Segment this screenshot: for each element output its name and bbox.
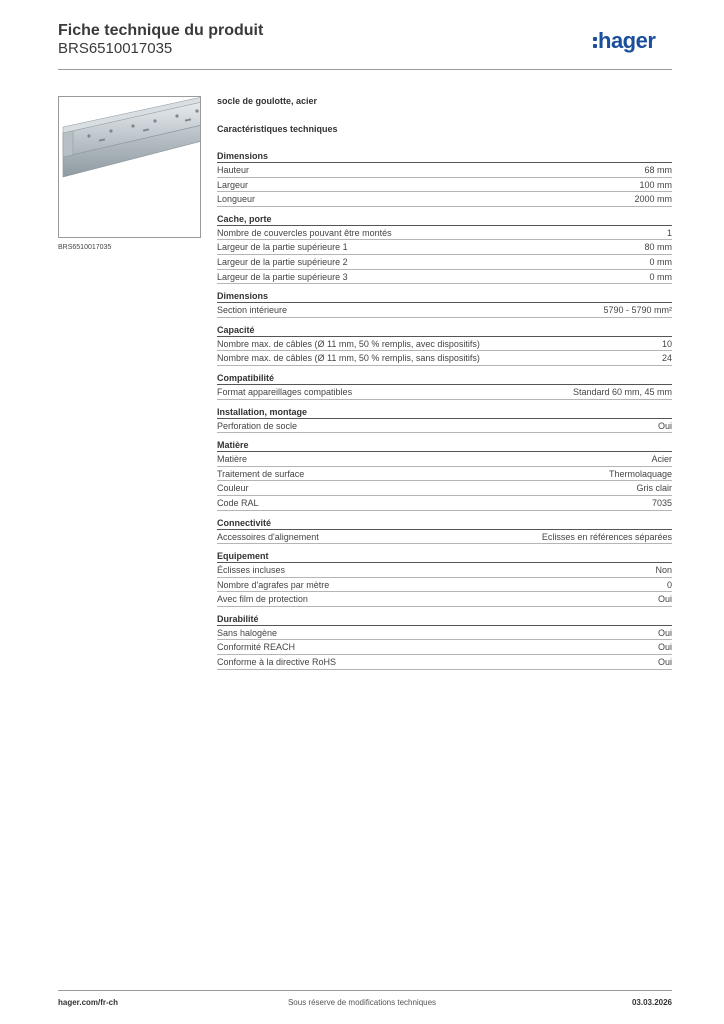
spec-section (217, 517, 672, 545)
page-title: Fiche technique du produit (58, 22, 264, 39)
spec-row (217, 303, 672, 318)
spec-label: Largeur (217, 179, 249, 190)
section-title: Equipement (217, 550, 672, 563)
spec-sections (217, 150, 672, 670)
spec-value: 0 mm (649, 271, 672, 282)
spec-row (217, 563, 672, 578)
spec-value: 7035 (651, 497, 672, 508)
spec-section (217, 406, 672, 434)
spec-row (217, 226, 672, 241)
spec-value: Gris clair (636, 483, 672, 494)
spec-label: Nombre de couvercles pouvant être montés (217, 227, 392, 238)
spec-section (217, 372, 672, 400)
spec-value: Standard 60 mm, 45 mm (572, 386, 672, 397)
spec-section (217, 324, 672, 366)
spec-label: Largeur de la partie supérieure 2 (217, 256, 348, 267)
spec-row (217, 240, 672, 255)
spec-row (217, 419, 672, 434)
spec-label: Perforation de socle (217, 420, 298, 431)
footer-date: 03.03.2026 (631, 998, 672, 1007)
spec-label: Nombre max. de câbles (Ø 11 mm, 50 % remplis, sans dispositifs) (217, 353, 480, 364)
image-caption: BRS6510017035 (58, 244, 112, 251)
spec-value: Oui (657, 594, 672, 605)
spec-row (217, 578, 672, 593)
spec-section (217, 290, 672, 318)
spec-row (217, 626, 672, 641)
spec-label: Conforme à la directive RoHS (217, 657, 337, 668)
spec-row (217, 592, 672, 607)
footer-divider (58, 990, 672, 991)
logo-text: hager (598, 28, 656, 53)
hager-logo (593, 28, 655, 54)
product-image (58, 96, 201, 238)
spec-value: 5790 - 5790 mm² (603, 305, 672, 316)
product-reference: BRS6510017035 (58, 40, 173, 57)
spec-value: 10 (661, 338, 672, 349)
spec-label: Matière (217, 454, 248, 465)
spec-label: Code RAL (217, 497, 259, 508)
section-title: Matière (217, 439, 672, 452)
spec-content (217, 96, 672, 670)
spec-value: 24 (661, 353, 672, 364)
spec-value: Acier (651, 454, 672, 465)
spec-value: Eclisses en références séparées (541, 531, 672, 542)
spec-row (217, 192, 672, 207)
spec-label: Couleur (217, 483, 249, 494)
spec-label: Nombre max. de câbles (Ø 11 mm, 50 % remplis, avec dispositifs) (217, 338, 480, 349)
cable-trunking-illustration (59, 97, 201, 238)
spec-section (217, 550, 672, 607)
spec-label: Sans halogène (217, 627, 278, 638)
spec-section (217, 213, 672, 284)
spec-value: Oui (657, 657, 672, 668)
section-title: Compatibilité (217, 372, 672, 385)
spec-row (217, 270, 672, 285)
spec-value: Thermolaquage (608, 468, 672, 479)
footer-disclaimer: Sous réserve de modifications techniques (287, 998, 437, 1007)
spec-value: 68 mm (644, 165, 672, 175)
spec-row (217, 163, 672, 178)
spec-value: 80 mm (644, 242, 672, 253)
section-title: Cache, porte (217, 213, 672, 226)
spec-label: Largeur de la partie supérieure 1 (217, 242, 348, 253)
spec-label: Éclisses incluses (217, 565, 286, 576)
spec-label: Traitement de surface (217, 468, 305, 479)
spec-row (217, 255, 672, 270)
spec-value: 1 (666, 227, 672, 238)
section-title: Capacité (217, 324, 672, 337)
logo-dots-icon (593, 34, 597, 51)
specs-heading: Caractéristiques techniques (217, 124, 338, 134)
header-divider (58, 69, 672, 70)
spec-row (217, 178, 672, 193)
spec-row (217, 337, 672, 352)
spec-value: Oui (657, 642, 672, 653)
spec-value: Non (655, 565, 672, 576)
spec-value: Oui (657, 420, 672, 431)
section-title: Installation, montage (217, 406, 672, 419)
section-title: Dimensions (217, 150, 672, 163)
footer-website[interactable]: hager.com/fr-ch (58, 998, 119, 1007)
spec-section (217, 613, 672, 670)
spec-row (217, 385, 672, 400)
spec-value: Oui (657, 627, 672, 638)
section-title: Dimensions (217, 290, 672, 303)
spec-label: Longueur (217, 194, 256, 205)
section-title: Durabilité (217, 613, 672, 626)
spec-label: Hauteur (217, 165, 250, 175)
spec-section (217, 150, 672, 207)
spec-section (217, 439, 672, 510)
section-title: Connectivité (217, 517, 672, 530)
spec-row (217, 496, 672, 511)
spec-row (217, 467, 672, 482)
spec-value: 2000 mm (634, 194, 672, 205)
spec-row (217, 640, 672, 655)
spec-row (217, 351, 672, 366)
spec-label: Avec film de protection (217, 594, 308, 605)
spec-row (217, 481, 672, 496)
spec-label: Conformité REACH (217, 642, 296, 653)
spec-value: 0 mm (649, 256, 672, 267)
spec-row (217, 655, 672, 670)
spec-row (217, 530, 672, 545)
spec-row (217, 452, 672, 467)
spec-label: Nombre d'agrafes par mètre (217, 579, 330, 590)
spec-value: 0 (666, 579, 672, 590)
spec-label: Accessoires d'alignement (217, 531, 319, 542)
spec-label: Section intérieure (217, 305, 288, 316)
spec-label: Largeur de la partie supérieure 3 (217, 271, 348, 282)
spec-value: 100 mm (639, 179, 672, 190)
spec-label: Format appareillages compatibles (217, 386, 353, 397)
product-description: socle de goulotte, acier (217, 96, 318, 106)
